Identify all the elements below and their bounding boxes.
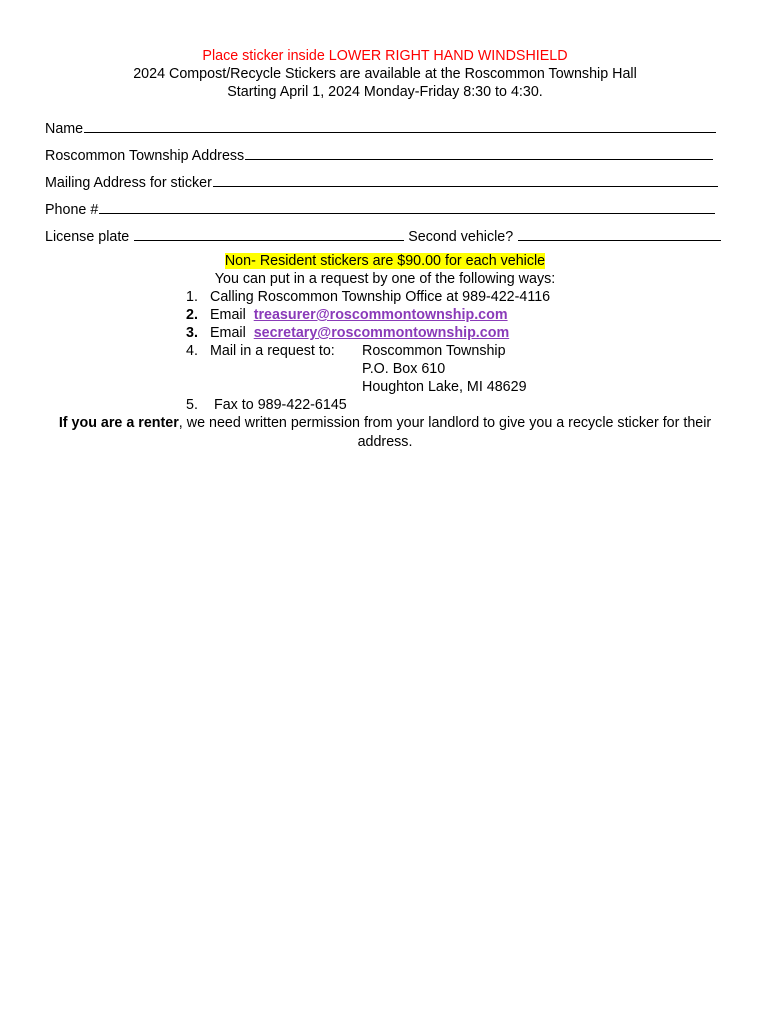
hours-notice: Starting April 1, 2024 Monday-Friday 8:30 to 4:30.	[227, 84, 543, 100]
method-number: 1.	[186, 289, 198, 305]
treasurer-email-link[interactable]: treasurer@roscommontownship.com	[253, 307, 508, 323]
phone-row	[45, 200, 721, 227]
email-prefix: Email	[210, 325, 246, 341]
nonresident-notice: Non- Resident stickers are $90.00 for each vehicle	[224, 253, 546, 269]
township-address-label: Roscommon Township Address	[45, 148, 245, 164]
sticker-placement-notice: Place sticker inside LOWER RIGHT HAND WINDSHIELD	[202, 48, 568, 64]
method-number: 5.	[186, 397, 198, 413]
renter-notice-bold: If you are a renter	[58, 415, 179, 431]
nonresident-line	[0, 252, 770, 270]
mailing-address-label: Mailing Address for sticker	[45, 175, 212, 191]
method-number: 4.	[186, 343, 198, 359]
method-mail-text: Mail in a request to:	[210, 343, 335, 359]
mail-address-row-2	[0, 360, 770, 378]
method-fax-text: Fax to 989-422-6145	[214, 397, 347, 413]
name-field-row	[45, 119, 721, 146]
method-email-text	[210, 306, 508, 324]
phone-label: Phone #	[45, 202, 99, 218]
mail-address-row-3	[0, 378, 770, 396]
mailing-address-blank[interactable]	[213, 173, 718, 187]
secretary-email-link[interactable]: secretary@roscommontownship.com	[253, 325, 510, 341]
method-fax	[0, 396, 770, 414]
method-email-treasurer	[0, 306, 770, 324]
header-block	[0, 47, 770, 101]
renter-notice-text: , we need written permission from your landlord to give you a recycle sticker for their address.	[178, 415, 712, 450]
method-email-secretary	[0, 324, 770, 342]
method-number: 2.	[186, 307, 198, 323]
phone-blank[interactable]	[99, 200, 715, 214]
mail-address-line-2: P.O. Box 610	[362, 361, 446, 377]
license-plate-label: License plate	[45, 229, 130, 245]
township-address-row	[45, 146, 721, 173]
method-phone	[0, 288, 770, 306]
mail-address-line-3: Houghton Lake, MI 48629	[362, 379, 527, 395]
request-form	[45, 119, 721, 254]
township-address-blank[interactable]	[245, 146, 713, 160]
name-label: Name	[45, 121, 84, 137]
info-block	[0, 252, 770, 452]
name-blank[interactable]	[84, 119, 716, 133]
method-mail	[0, 342, 770, 360]
request-intro: You can put in a request by one of the following ways:	[214, 271, 556, 287]
renter-notice	[0, 414, 770, 452]
license-plate-blank[interactable]	[134, 227, 404, 241]
mailing-address-row	[45, 173, 721, 200]
method-number: 3.	[186, 325, 198, 341]
license-plate-row	[45, 227, 721, 254]
method-phone-text: Calling Roscommon Township Office at 989-422-4116	[210, 289, 551, 305]
availability-notice: 2024 Compost/Recycle Stickers are available at the Roscommon Township Hall	[133, 66, 637, 82]
mail-address-line-1: Roscommon Township	[362, 343, 506, 359]
second-vehicle-blank[interactable]	[518, 227, 721, 241]
method-email-text	[210, 324, 509, 342]
email-prefix: Email	[210, 307, 246, 323]
second-vehicle-label: Second vehicle?	[408, 229, 514, 245]
